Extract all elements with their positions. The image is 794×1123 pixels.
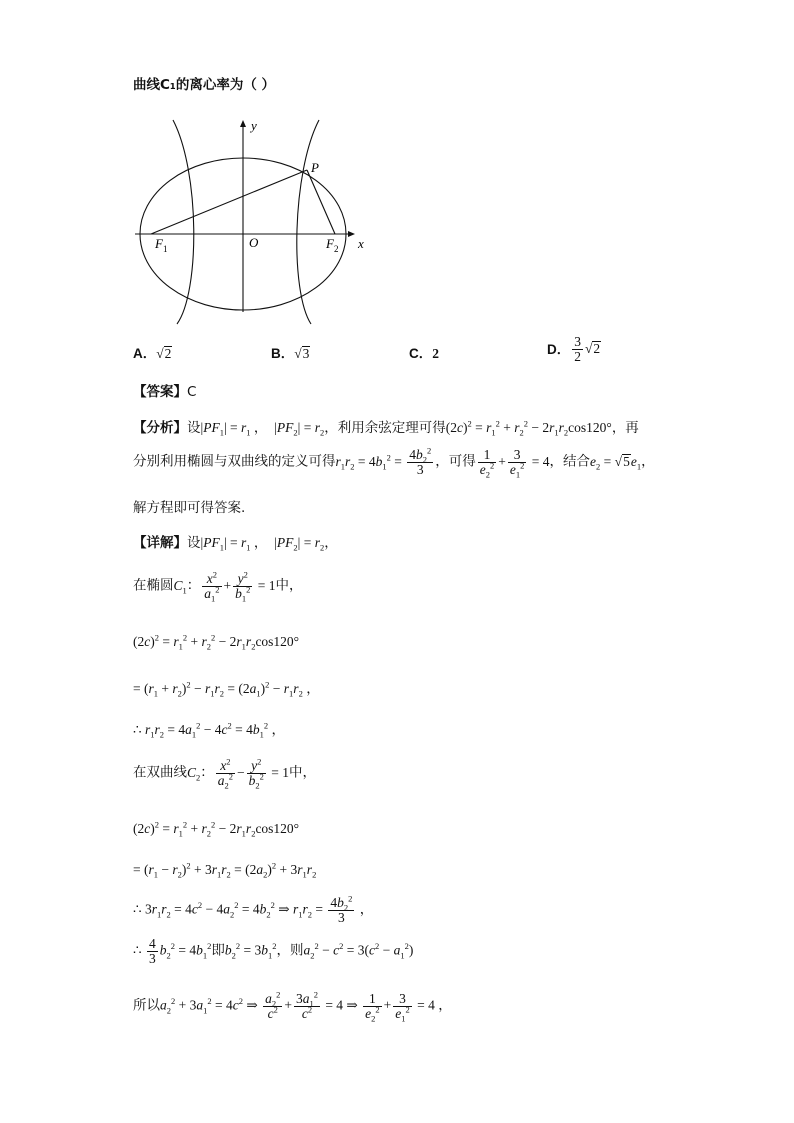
label-x: x xyxy=(358,236,364,251)
analysis-line-1: 【分析】设$|PF_1| = r_1$ ， $|PF_2| = r_2$，利用余弦定理可得$(2c)^2 = r_1^2 + r_2^2 - 2r_1r_2\cos 120^\circ$，再 xyxy=(133,418,639,438)
segment-pf1 xyxy=(151,170,307,234)
answer-value: C xyxy=(187,384,197,400)
answer-tag: 【答案】 xyxy=(133,384,187,400)
detail-eq-5: = $(r_1 - r_2)^2 + 3r_1r_2 = (2a_2)^2 + 3r_1r_2$ xyxy=(133,860,317,880)
detail-line-1: 【详解】设$|PF_1| = r_1$ ， $|PF_2| = r_2$， xyxy=(133,535,338,553)
label-y: y xyxy=(251,118,257,133)
analysis-line-2: 分别利用椭圆与双曲线的定义可得$r_1r_2 = 4b_1^2$ = $\frac{4b_2^2}{3}$ ，可得 $\frac{1}{e_2^2}$ + $\frac{3}{e_1^2}$ = 4，结合$e_2 = √5e_1$， xyxy=(133,445,655,480)
option-d: D． $\frac{3}{2}$ √2 xyxy=(547,334,601,364)
hyperbola-left-branch xyxy=(173,120,194,324)
detail-hyperbola-eq: 在双曲线$C_2$： $\frac{x^2}{a_2^2}$ − $\frac{y^2}{b_2^2}$ = 1中， xyxy=(133,756,317,791)
stem-text: 曲线C₁的离心率为（ ） xyxy=(133,77,276,93)
detail-eq-8: 所以$a_2^2 + 3a_1^2 = 4c^2$ ⇒ $\frac{a_2^2}{c^2}$ + $\frac{3a_1^2}{c^2}$ = 4 ⇒ $\frac{1}{e_2^2}$ + $\frac{3}{e_1^2}$ = 4 ， xyxy=(133,989,452,1024)
segment-pf2 xyxy=(307,170,335,234)
option-c: C．2 xyxy=(409,346,439,361)
detail-eq-2: = $(r_1 + r_2)^2 - r_1r_2 = (2a_1)^2 - r_1r_2$ ， xyxy=(133,679,320,699)
detail-eq-6: ∴ $3r_1r_2 = 4c^2 - 4a_2^2 = 4b_2^2$ ⇒ $r_1r_2$ = $\frac{4b_2^2}{3}$ ， xyxy=(133,893,374,925)
option-a: A．√2 xyxy=(133,346,172,361)
label-f1: $F_1$ xyxy=(155,236,168,254)
detail-ellipse-eq: 在椭圆$C_1$： $\frac{x^2}{a_1^2}$ + $\frac{y^2}{b_1^2}$ = 1中， xyxy=(133,569,303,604)
y-axis-arrow xyxy=(240,120,246,127)
x-axis-arrow xyxy=(348,231,355,237)
label-o: O xyxy=(249,235,259,250)
answer-line xyxy=(133,380,196,400)
question-stem xyxy=(133,73,275,93)
option-b: B．√3 xyxy=(271,346,310,361)
label-p: P xyxy=(311,160,319,175)
detail-eq-4: $(2c)^2 = r_1^2 + r_2^2 - 2r_1r_2\cos 120^\circ$ xyxy=(133,819,300,839)
detail-eq-1: $(2c)^2 = r_1^2 + r_2^2 - 2r_1r_2\cos 120^\circ$ xyxy=(133,632,300,652)
ellipse-hyperbola-figure xyxy=(125,112,375,330)
analysis-line-3: 解方程即可得答案. xyxy=(133,500,246,516)
label-f2: $F_2$ xyxy=(326,236,339,254)
detail-eq-7: ∴ $\frac{4}{3}$ $b_2^2 = 4b_1^2$即$b_2^2 = 3b_1^2$，则$a_2^2 - c^2 = 3(c^2 - a_1^2)$ xyxy=(133,936,414,966)
detail-eq-3: ∴ $r_1r_2 = 4a_1^2 - 4c^2 = 4b_1^2$ ， xyxy=(133,720,285,740)
